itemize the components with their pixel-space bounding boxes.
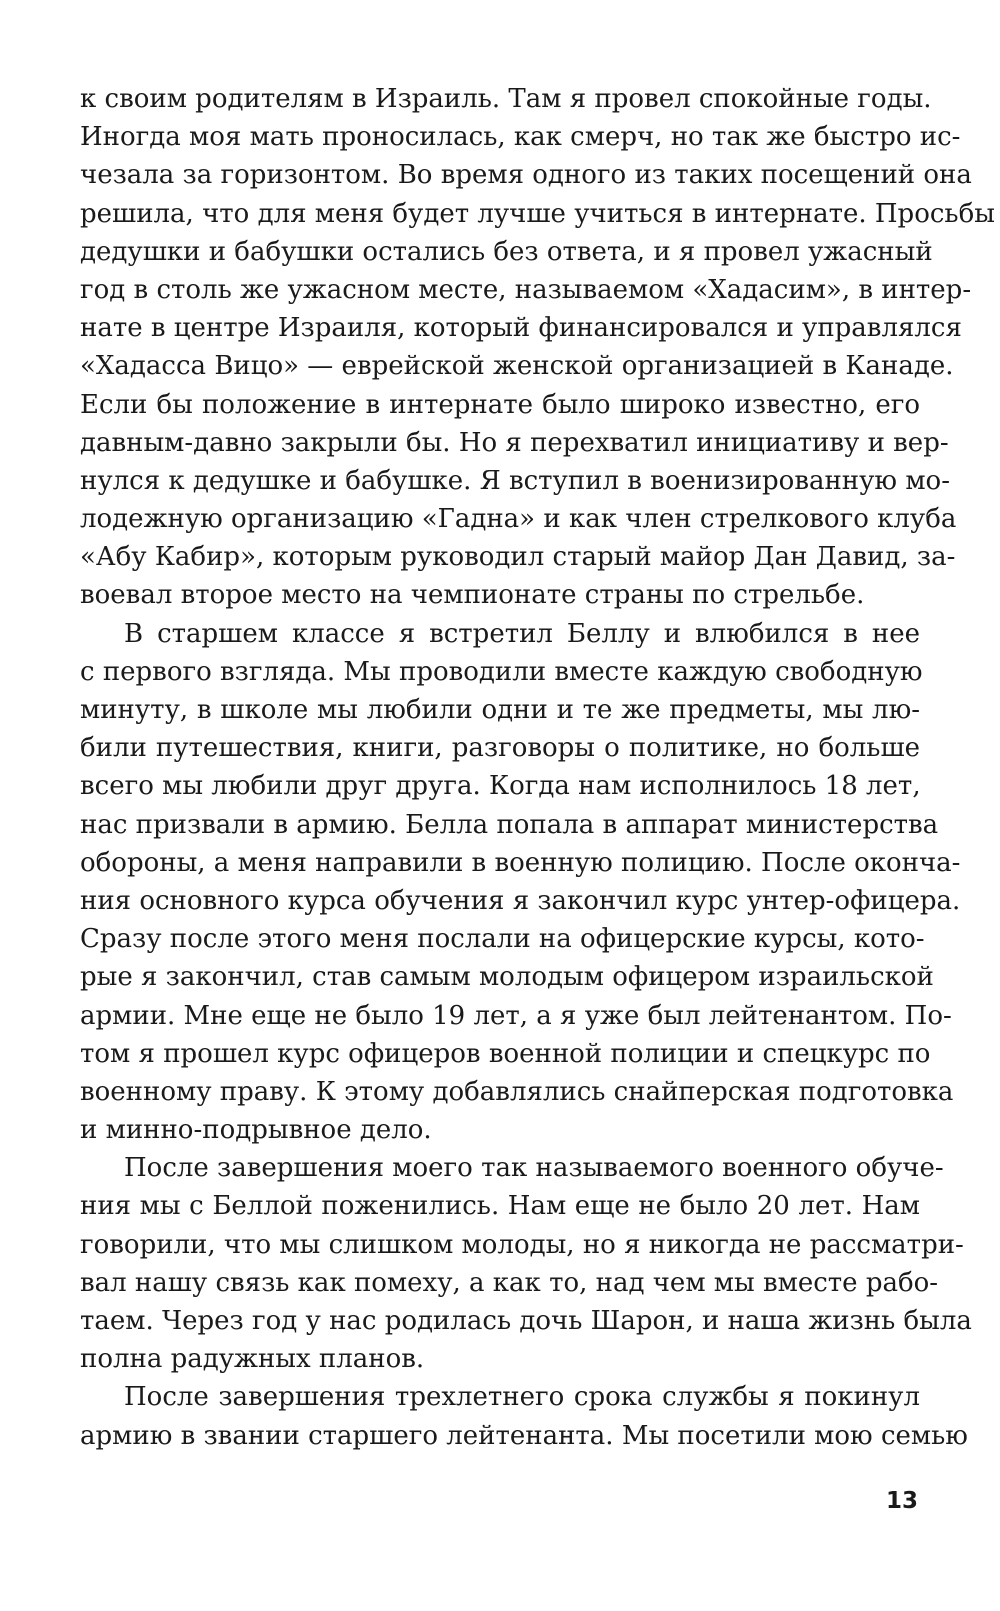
- text-line: обороны, а меня направили в военную полицию. После оконча-: [80, 847, 961, 878]
- text-line: В старшем классе я встретил Беллу и влюбился в нее: [124, 618, 920, 649]
- text-line: армии. Мне еще не было 19 лет, а я уже был лейтенантом. По-: [80, 1000, 952, 1031]
- text-line: Если бы положение в интернате было широко известно, его: [80, 389, 920, 420]
- text-line: рые я закончил, став самым молодым офицером израильской: [80, 962, 934, 993]
- paragraph-4: [80, 1378, 968, 1454]
- paragraph-2: [80, 615, 961, 1150]
- text-line: «Абу Кабир», которым руководил старый майор Дан Давид, за-: [80, 542, 956, 573]
- text-line: таем. Через год у нас родилась дочь Шарон, и наша жизнь была: [80, 1306, 972, 1336]
- text-line: нате в центре Израиля, который финансировался и управлялся: [80, 313, 962, 344]
- text-line: вал нашу связь как помеху, а как то, над чем мы вместе рабо-: [80, 1267, 939, 1298]
- text-line: ния мы с Беллой поженились. Нам еще не было 20 лет. Нам: [80, 1191, 920, 1222]
- paragraph-1: [80, 80, 995, 615]
- text-line: решила, что для меня будет лучше учиться в интернате. Просьбы: [80, 198, 995, 229]
- text-line: год в столь же ужасном месте, называемом «Хадасим», в интер-: [80, 274, 972, 305]
- text-line: били путешествия, книги, разговоры о политике, но больше: [80, 733, 920, 764]
- page-number: 13: [885, 1488, 918, 1514]
- text-line: чезала за горизонтом. Во время одного из таких посещений она: [80, 160, 972, 191]
- text-line: полна радужных планов.: [80, 1344, 425, 1375]
- text-line: нулся к дедушке и бабушке. Я вступил в военизированную мо-: [80, 465, 950, 496]
- text-line: военному праву. К этому добавлялись снайперская подготовка: [80, 1076, 954, 1107]
- text-line: нас призвали в армию. Белла попала в аппарат министерства: [80, 809, 939, 840]
- text-line: Иногда моя мать проносилась, как смерч, но так же быстро ис-: [80, 122, 961, 153]
- text-line: воевал второе место на чемпионате страны по стрельбе.: [80, 580, 865, 611]
- text-line: давным-давно закрыли бы. Но я перехватил инициативу и вер-: [80, 427, 949, 458]
- text-line: После завершения трехлетнего срока службы я покинул: [124, 1382, 920, 1413]
- paragraph-3: [80, 1149, 972, 1378]
- text-line: с первого взгляда. Мы проводили вместе каждую свободную: [80, 656, 923, 687]
- text-line: дедушки и бабушки остались без ответа, и я провел ужасный: [80, 236, 933, 267]
- text-line: Сразу после этого меня послали на офицерские курсы, кото-: [80, 924, 925, 955]
- body-text: [80, 80, 995, 1455]
- text-line: всего мы любили друг друга. Когда нам исполнилось 18 лет,: [80, 771, 921, 802]
- text-line: ния основного курса обучения я закончил курс унтер-офицера.: [80, 885, 961, 916]
- text-line: минуту, в школе мы любили одни и те же предметы, мы лю-: [80, 695, 920, 725]
- text-line: том я прошел курс офицеров военной полиции и спецкурс по: [80, 1038, 931, 1069]
- text-line: лодежную организацию «Гадна» и как член стрелкового клуба: [80, 504, 957, 535]
- text-line: говорили, что мы слишком молоды, но я никогда не рассматри-: [80, 1229, 964, 1260]
- text-line: армию в звании старшего лейтенанта. Мы посетили мою семью: [80, 1420, 968, 1451]
- text-line: к своим родителям в Израиль. Там я провел спокойные годы.: [80, 84, 932, 114]
- text-line: После завершения моего так называемого военного обуче-: [124, 1153, 944, 1184]
- text-line: и минно-подрывное дело.: [80, 1115, 432, 1146]
- text-line: «Хадасса Вицо» — еврейской женской организацией в Канаде.: [80, 351, 954, 382]
